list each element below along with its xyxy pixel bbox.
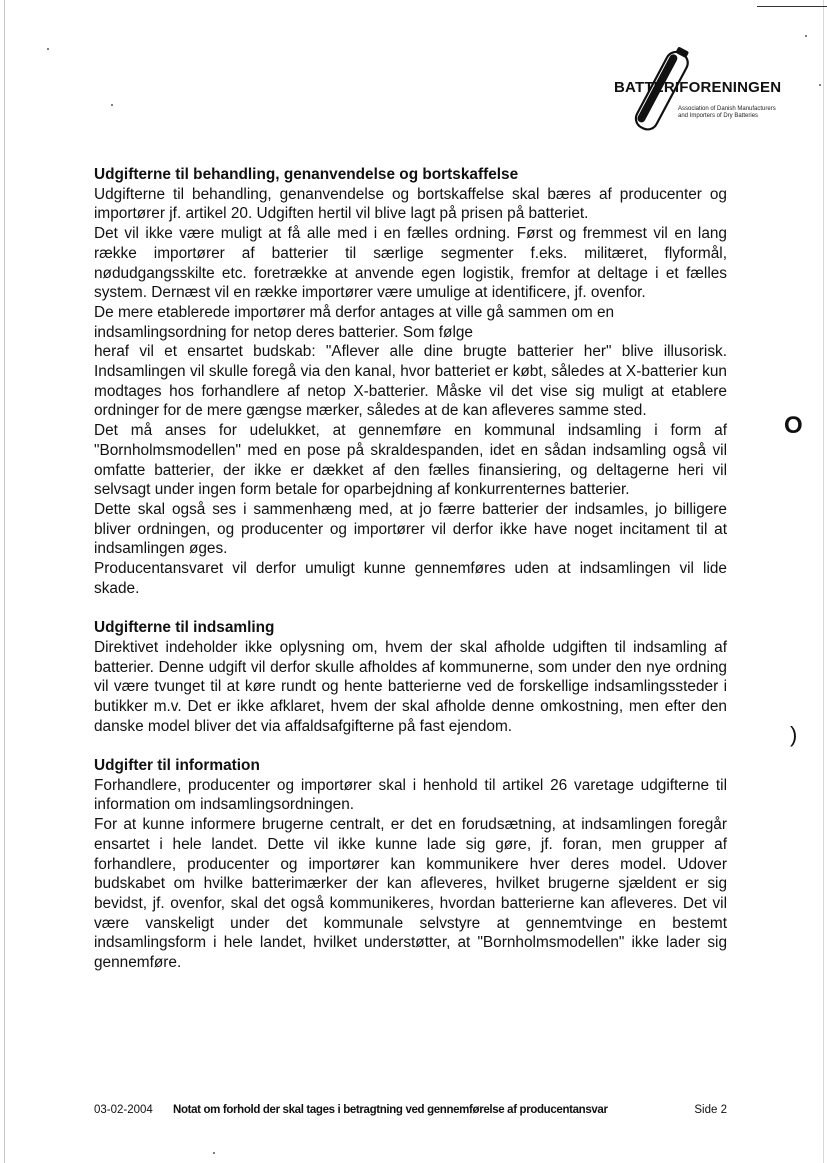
logo-subtitle [678,106,776,120]
scan-edge-right [823,0,824,1163]
document-body [94,165,727,973]
scan-speck [111,104,113,106]
scan-speck [819,84,821,86]
paragraph: Direktivet indeholder ikke oplysning om, hvem der skal afholde udgiften til indsamling af batterier. Denne udgift vil derfor skulle afholdes af kommunerne, som under den nye ordning vil være tvunget til at køre rundt og hente batterierne ved de forskellige indsamlingssteder i butikker m.v. Det er ikke afklaret, hvem der skal afholde denne omkostning, men efter den danske model bliver det via affaldsafgifterne på fast ejendom. [94,638,727,735]
paragraph: Det vil ikke være muligt at få alle med i en fælles ordning. Først og fremmest vil en lang række importører af batterier til særlige segmenter f.eks. militæret, flyformål, nødudgangsskilte etc. foretrække at anvende egen logistik, fremfor at deltage i et fælles system. Dernæst vil en række importører være umulige at identificere, jf. ovenfor. [94,225,727,302]
punch-hole-mark: ) [790,722,798,747]
paragraph: For at kunne informere brugerne centralt, er det en forudsætning, at indsamlingen foregår ensartet i hele landet. Dette vil ikke kunne lade sig gøre, jf. foran, men grupper af forhandlere, producenter og importører kan kommunikere hver deres model. Udover budskabet om hvilke batterimærker der kan afleveres, hvilket brugerne sjældent er sig bevidst, jf. ovenfor, skal det også kommunikeres, hvordan batterierne kan afleveres. Det vil være vanskeligt under det kommunale selvstyre at gennemtvinge en bestemt indsamlingsform i hele landet, hvilket understøtter, at "Bornholmsmodellen" ikke lader sig gennemføre. [94,816,727,972]
section-heading-collection: Udgifterne til indsamling [94,619,275,637]
footer-date: 03-02-2004 [94,1104,153,1116]
scan-mark [757,6,827,7]
footer-page-number: Side 2 [694,1104,727,1116]
paragraph: Udgifterne til behandling, genanvendelse og bortskaffelse skal bæres af producenter og importører jf. artikel 20. Udgiften hertil vil blive lagt på prisen på batteriet. [94,185,727,223]
paragraph: heraf vil et ensartet budskab: "Aflever alle dine brugte batterier her" blive illusorisk. Indsamlingen vil skulle foregå via den kanal, hvor batteriet er købt, således at X-batterier kun modtages hos forhandlere af netop X-batterier. Måske vil det vise sig muligt at etablere ordninger for de mere gængse mærker, således at de kan afleveres samme sted. [94,343,727,420]
section-heading-information: Udgifter til information [94,757,260,775]
logo-wordmark: BATTERIFORENINGEN [614,79,782,96]
paragraph: Det må anses for udelukket, at gennemføre en kommunal indsamling i form af "Bornholmsmodellen" med en pose på skraldespanden, idet en sådan indsamling også vil omfatte batterier, der ikke er dækket af den fælles finansiering, og deltagerne heri vil selvsagt under ingen form betale for oparbejdning af konkurrenternes batterier. [94,422,727,499]
scan-speck [213,1152,215,1154]
paragraph: Producentansvaret vil derfor umuligt kunne gennemføres uden at indsamlingen vil lide skade. [94,560,727,597]
scan-edge-left [4,0,5,1163]
paragraph: Forhandlere, producenter og importører skal i henhold til artikel 26 varetage udgifterne til information om indsamlingsordningen. [94,776,727,814]
scan-speck [805,35,807,37]
paragraph: De mere etablerede importører må derfor antages at ville gå sammen om en indsamlingsordning for netop deres batterier. Som følge [94,303,615,341]
logo-subtitle-line1: Association of Danish Manufacturers [678,106,776,112]
batteriforeningen-logo [612,42,782,137]
paragraph: Dette skal også ses i sammenhæng med, at jo færre batterier der indsamles, jo billigere bliver ordningen, og producenter og importører vil derfor ikke have noget incitament til at indsamlingen øges. [94,500,727,558]
footer-note: Notat om forhold der skal tages i betragtning ved gennemførelse af producentansvar [173,1104,608,1116]
section-heading-treatment: Udgifterne til behandling, genanvendelse og bortskaffelse [94,166,519,183]
logo-subtitle-line2: and Importers of Dry Batteries [678,113,759,119]
punch-hole-mark: O [784,412,803,439]
scan-speck [47,48,49,50]
